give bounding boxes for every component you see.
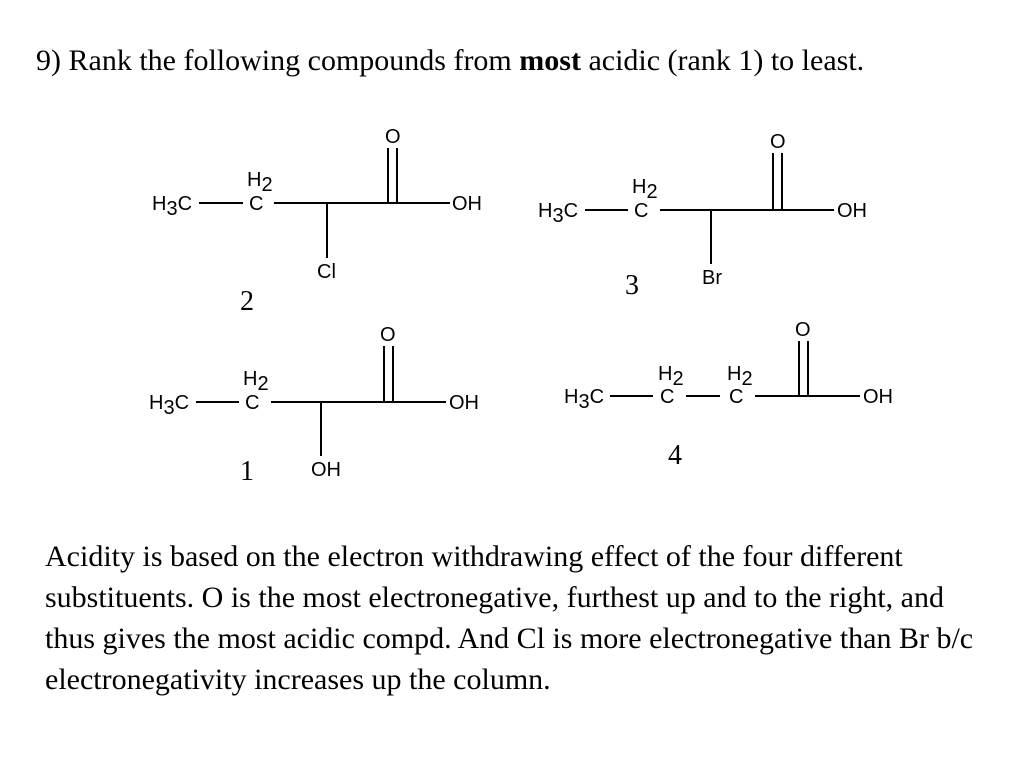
question-emphasis: most bbox=[519, 44, 581, 77]
hydroxyl-group: OH bbox=[863, 386, 893, 408]
methylene-h: H2 bbox=[243, 368, 269, 395]
methylene-h: H2 bbox=[632, 176, 658, 203]
methyl-group: H3C bbox=[564, 386, 605, 413]
methylene-h: H2 bbox=[658, 363, 684, 390]
compound-number: 1 bbox=[240, 456, 254, 487]
methylene-carbon: C bbox=[634, 200, 649, 222]
methyl-group: H3C bbox=[152, 193, 193, 220]
compound-4-structure bbox=[564, 319, 893, 471]
carbonyl-oxygen: O bbox=[380, 324, 396, 346]
bromine-substituent: Br bbox=[702, 267, 722, 289]
methylene-carbon: C bbox=[245, 392, 260, 414]
answer-text: Acidity is based on the electron withdrawing effect of the four different substituents. O is the most electronegative, furthest up and to the right, and thus gives the most acidic compd. And Cl is more electronegative than Br b/c electronegativity increases up the column. bbox=[45, 540, 974, 696]
carbonyl-oxygen: O bbox=[795, 319, 811, 341]
methylene-carbon: C bbox=[729, 386, 744, 408]
methylene-carbon: C bbox=[660, 386, 675, 408]
compound-2-structure bbox=[152, 126, 482, 317]
question-prefix: 9) Rank the following compounds from bbox=[36, 44, 520, 77]
carbonyl-oxygen: O bbox=[385, 126, 401, 148]
compound-3-structure bbox=[538, 131, 867, 301]
compound-number: 4 bbox=[668, 440, 682, 471]
methyl-group: H3C bbox=[149, 392, 190, 419]
chlorine-substituent: Cl bbox=[317, 261, 336, 283]
hydroxyl-group: OH bbox=[837, 200, 867, 222]
hydroxyl-substituent: OH bbox=[311, 459, 341, 481]
methylene-h: H2 bbox=[727, 363, 753, 390]
compound-number: 3 bbox=[625, 270, 639, 301]
methylene-h: H2 bbox=[247, 169, 273, 196]
hydroxyl-group: OH bbox=[449, 392, 479, 414]
methyl-group: H3C bbox=[538, 200, 579, 227]
question-suffix: acidic (rank 1) to least. bbox=[580, 44, 865, 77]
hydroxyl-group: OH bbox=[452, 193, 482, 215]
methylene-carbon: C bbox=[249, 193, 264, 215]
carbonyl-oxygen: O bbox=[770, 131, 786, 153]
compound-1-structure bbox=[149, 324, 479, 487]
compound-number: 2 bbox=[240, 286, 254, 317]
